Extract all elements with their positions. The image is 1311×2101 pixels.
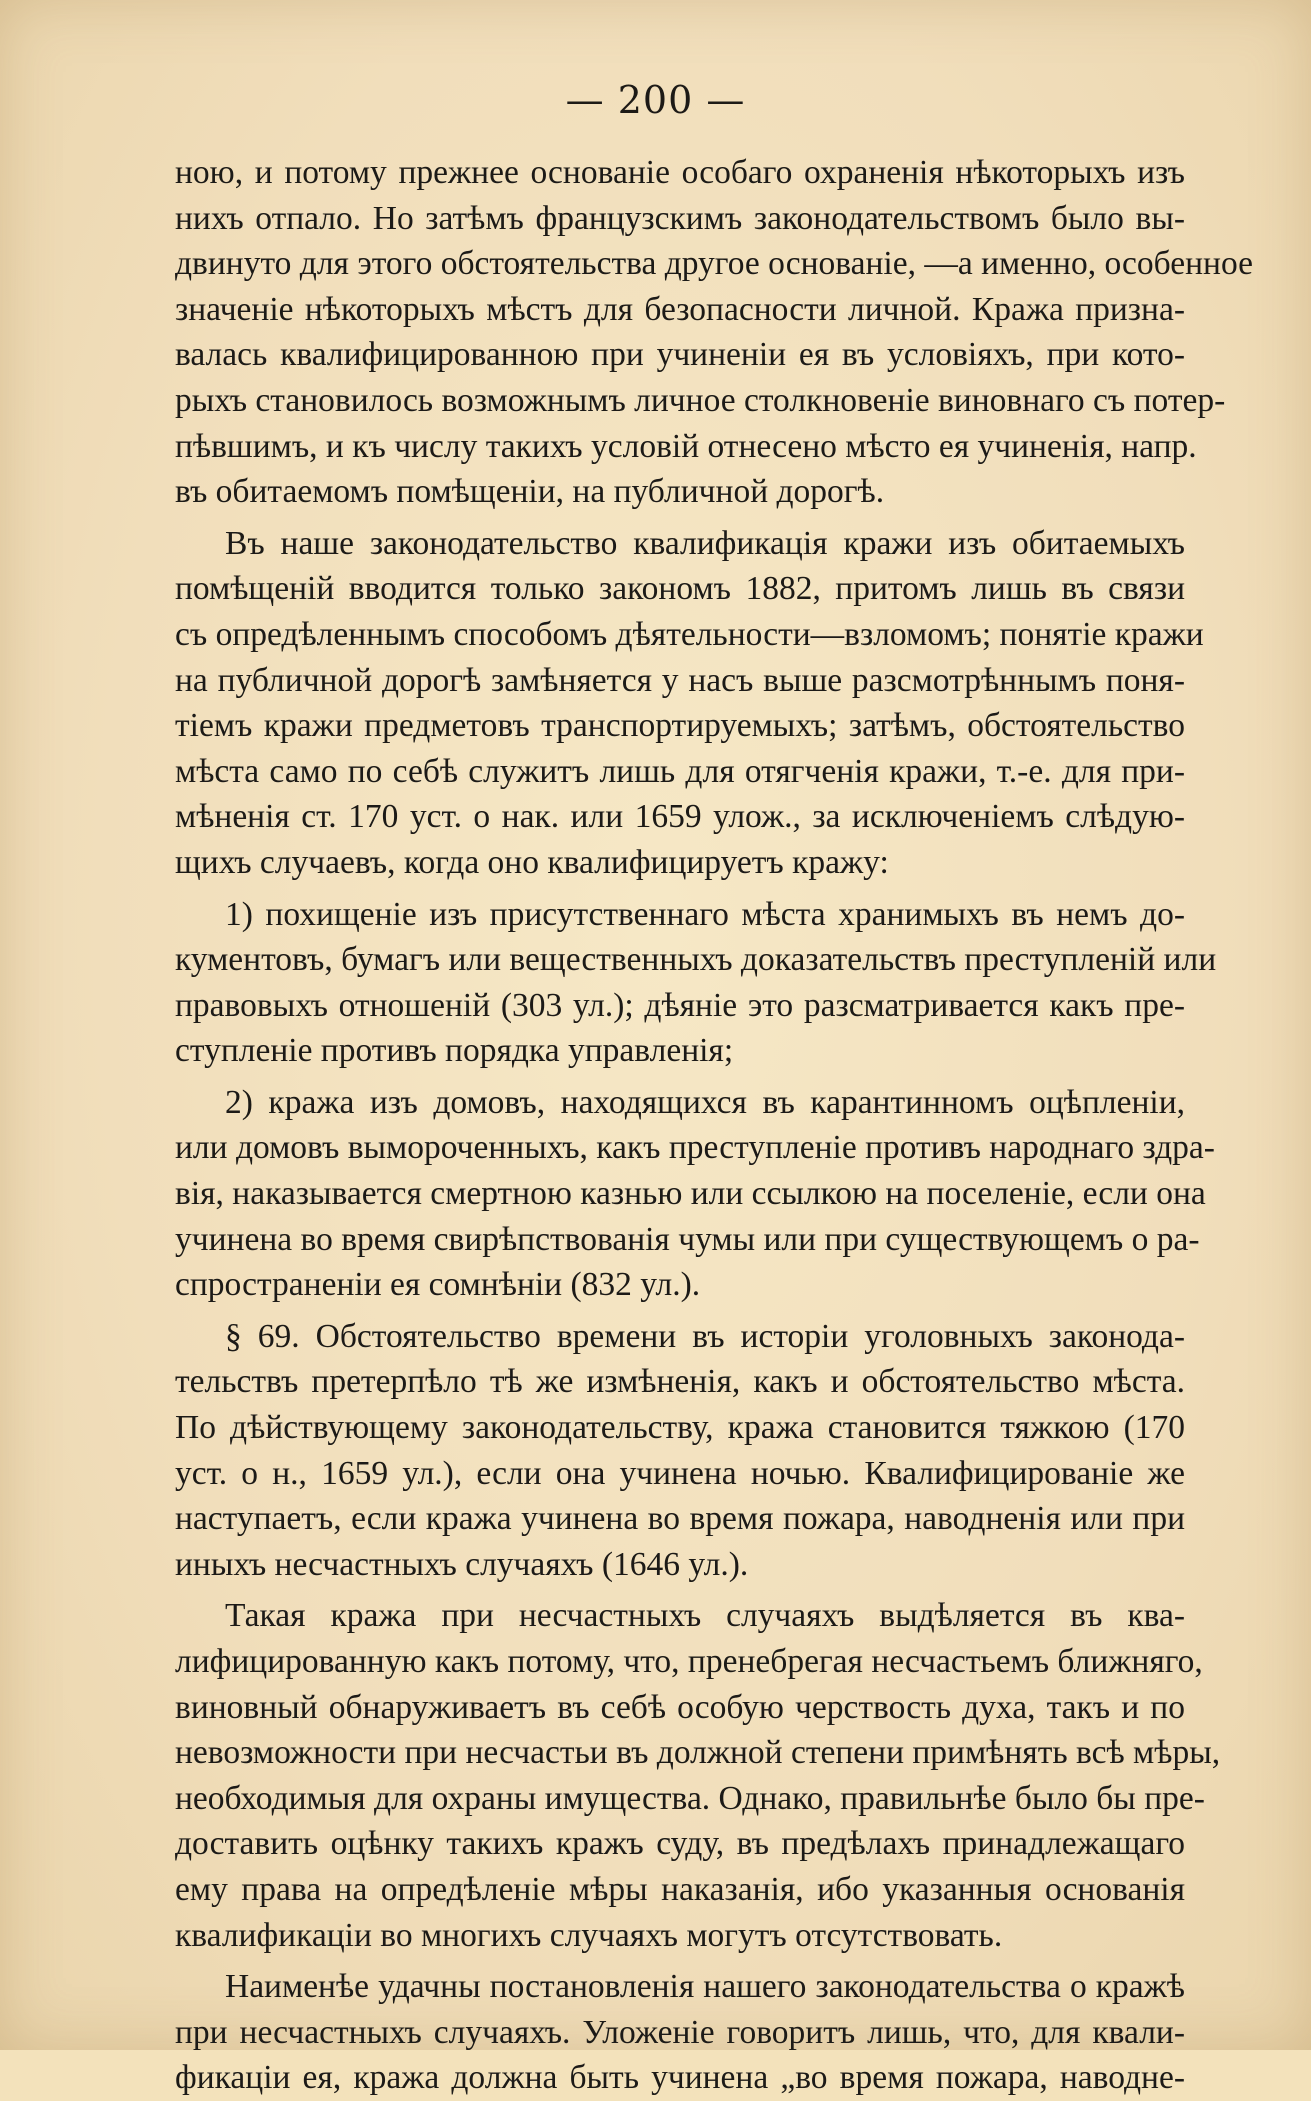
text-line: § 69. Обстоятельство времени въ исторiи уголовныхъ законода- <box>225 1317 1185 1355</box>
text-line: виновный обнаруживаетъ въ себѣ особую черствость духа, такъ и по <box>175 1688 1185 1726</box>
text-line: нихъ отпало. Но затѣмъ французскимъ законодательствомъ было вы- <box>175 199 1185 237</box>
text-line: ною, и потому прежнее основанiе особаго охраненiя нѣкоторыхъ изъ <box>175 154 1185 191</box>
text-line: мѣста само по себѣ служитъ лишь для отягченiя кражи, т.-е. для при- <box>175 752 1185 790</box>
text-line: тiемъ кражи предметовъ транспортируемыхъ; затѣмъ, обстоятельство <box>175 707 1185 745</box>
text-line: тельствъ претерпѣло тѣ же измѣненiя, какъ и обстоятельство мѣста. <box>175 1363 1185 1401</box>
page-number: — 200 — <box>565 78 746 122</box>
text-line: на публичной дорогѣ замѣняется у насъ выше разсмотрѣннымъ поня- <box>175 661 1185 699</box>
text-line: въ обитаемомъ помѣщенiи, на публичной дорогѣ. <box>175 473 885 511</box>
text-line: наступаетъ, если кража учинена во время пожара, наводненiя или при <box>175 1500 1185 1538</box>
text-line: По дѣйствующему законодательству, кража становится тяжкою (170 <box>175 1409 1185 1447</box>
text-line: фикацiи ея, кража должна быть учинена „во время пожара, наводне- <box>175 2059 1185 2097</box>
text-line: при несчастныхъ случаяхъ. Уложенiе говоритъ лишь, что, для квали- <box>175 2013 1185 2051</box>
text-line: значенiе нѣкоторыхъ мѣстъ для безопасности личной. Кража призна- <box>175 290 1185 328</box>
text-line: или домовъ вымороченныхъ, какъ преступленiе противъ народнаго здра- <box>175 1129 1215 1167</box>
text-line: доставить оцѣнку такихъ кражъ суду, въ предѣлахъ принадлежащаго <box>175 1825 1185 1863</box>
body-text <box>175 150 1254 2101</box>
text-line: кументовъ, бумагъ или вещественныхъ доказательствъ преступленiй или <box>175 941 1217 979</box>
text-line: помѣщенiй вводится только закономъ 1882, притомъ лишь въ связи <box>175 570 1185 608</box>
text-line: рыхъ становилось возможнымъ личное столкновенiе виновнаго съ потер- <box>175 381 1226 419</box>
text-line: невозможности при несчастьи въ должной степени примѣнять всѣ мѣры, <box>175 1734 1221 1772</box>
text-line: учинена во время свирѣпствованiя чумы или при существующемъ о ра- <box>175 1220 1200 1258</box>
text-line: Такая кража при несчастныхъ случаяхъ выдѣляется въ ква- <box>225 1597 1185 1635</box>
text-line: мѣненiя ст. 170 уст. о нак. или 1659 улож., за исключенiемъ слѣдую- <box>175 798 1185 836</box>
text-line: Въ наше законодательство квалификацiя кражи изъ обитаемыхъ <box>225 524 1185 562</box>
text-line: ему права на опредѣленiе мѣры наказанiя, ибо указанныя основанiя <box>175 1870 1185 1908</box>
text-line: квалификацiи во многихъ случаяхъ могутъ отсутствовать. <box>175 1916 1003 1954</box>
text-line: Наименѣе удачны постановленiя нашего законодательства о кражѣ <box>225 1968 1185 2006</box>
text-line: вiя, наказывается смертною казнью или ссылкою на поселенiе, если она <box>175 1175 1206 1213</box>
text-line: необходимыя для охраны имущества. Однако, правильнѣе было бы пре- <box>175 1779 1205 1817</box>
text-line: ступленiе противъ порядка управленiя; <box>175 1032 734 1070</box>
text-line: двинуто для этого обстоятельства другое основанiе, —а именно, особенное <box>175 245 1254 283</box>
text-line: иныхъ несчастныхъ случаяхъ (1646 ул.). <box>175 1545 749 1583</box>
text-line: валась квалифицированною при учиненiи ея въ условiяхъ, при кото- <box>175 336 1185 374</box>
text-line: уст. о н., 1659 ул.), если она учинена ночью. Квалифицированiе же <box>175 1454 1185 1492</box>
text-line: лифицированную какъ потому, что, пренебрегая несчастьемъ ближняго, <box>175 1643 1203 1680</box>
text-line: правовыхъ отношенiй (303 ул.); дѣянiе это разсматривается какъ пре- <box>175 986 1185 1024</box>
text-line: 2) кража изъ домовъ, находящихся въ карантинномъ оцѣпленiи, <box>225 1083 1185 1121</box>
text-line: съ опредѣленнымъ способомъ дѣятельности—взломомъ; понятiе кражи <box>175 615 1204 653</box>
text-line: спространенiи ея сомнѣнiи (832 ул.). <box>175 1266 701 1304</box>
text-line: пѣвшимъ, и къ числу такихъ условiй отнесено мѣсто ея учиненiя, напр. <box>175 427 1197 465</box>
text-line: щихъ случаевъ, когда оно квалифицируетъ кражу: <box>175 843 889 881</box>
text-line: 1) похищенiе изъ присутственнаго мѣста хранимыхъ въ немъ до- <box>225 895 1185 933</box>
